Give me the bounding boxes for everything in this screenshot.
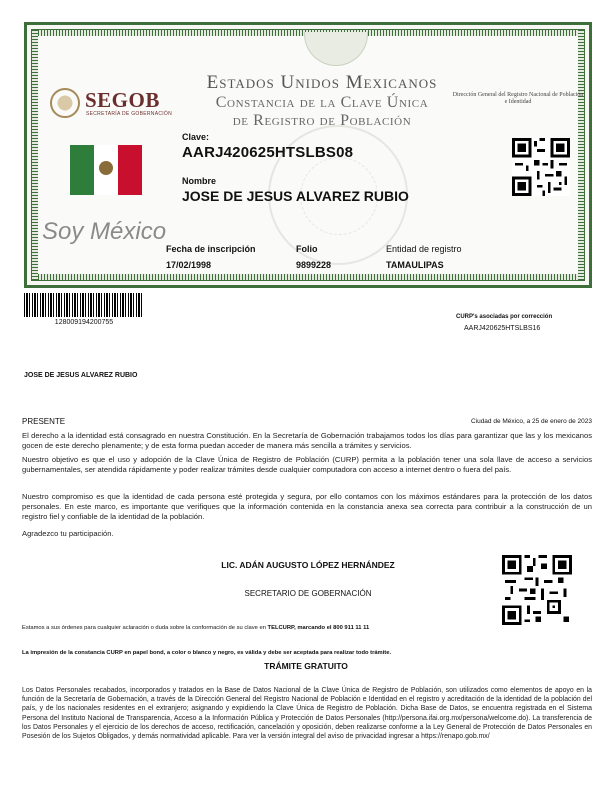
presente-heading: PRESENTE [22, 417, 66, 426]
contact-line [22, 625, 369, 631]
barcode [24, 293, 144, 317]
tramite-gratuito-heading: TRÁMITE GRATUITO [264, 661, 348, 671]
curp-associated-value: AARJ420625HTSLBS16 [464, 325, 541, 332]
coat-of-arms-seal-icon [304, 32, 368, 66]
signer-name: LIC. ADÁN AUGUSTO LÓPEZ HERNÁNDEZ [221, 560, 395, 570]
print-validity-note: La impresión de la constancia CURP en papel bond, a color o blanco y negro, es válida y debe ser aceptada para realizar todo trámite. [22, 650, 392, 656]
border-pattern [32, 274, 584, 280]
certificate-title: Estados Unidos Mexicanos [206, 72, 438, 93]
folio-label: Folio [296, 244, 318, 254]
certificate-subtitle-line2: de Registro de Población [232, 112, 412, 129]
nombre-label: Nombre [182, 176, 217, 186]
folio-value: 9899228 [296, 260, 332, 270]
fecha-inscripcion-label: Fecha de inscripción [166, 244, 256, 254]
curp-associated-label: CURP's asociadas por corrección [456, 314, 553, 320]
entidad-registro-label: Entidad de registro [386, 244, 462, 254]
soy-mexico-slogan: Soy México [42, 218, 167, 245]
clave-label: Clave: [182, 132, 210, 142]
mexican-flag-icon [70, 145, 142, 195]
letter-date: Ciudad de México, a 25 de enero de 2023 [470, 418, 592, 425]
segob-subtitle: SECRETARÍA DE GOBERNACIÓN [86, 111, 173, 117]
curp-certificate [24, 22, 592, 288]
segob-logo-text: SEGOB [85, 88, 160, 112]
clave-value: AARJ420625HTSLBS08 [182, 144, 354, 161]
telcurp-phone: TELCURP, marcando el 800 911 11 11 [267, 625, 370, 631]
signer-title: SECRETARIO DE GOBERNACIÓN [244, 589, 372, 598]
letter-paragraph: Nuestro objetivo es que el uso y adopción de la Clave Única de Registro de Población (CURP) permita a la población tener una sola llave de acceso a servicios gubernamentales, ser atendida rápidamente y poder realizar trámites desde cualquier computadora con acceso a internet dentro o fuera del país. [22, 455, 592, 474]
border-pattern [578, 30, 584, 280]
segob-emblem-icon [50, 88, 80, 118]
certificate-frame [31, 29, 585, 281]
contact-text: Estamos a sus órdenes para cualquier aclaración o duda sobre la conformación de su clave en [22, 625, 268, 631]
entidad-registro-value: TAMAULIPAS [386, 260, 444, 270]
barcode-number: 128009194200755 [54, 319, 114, 326]
border-pattern [32, 30, 38, 280]
qr-code-icon [512, 138, 570, 196]
privacy-notice: Los Datos Personales recabados, incorporados y tratados en la Base de Datos Nacional de la Clave Única de Registro de Población, son utilizados como elementos de apoyo en la función de la Secretaría de Gobernación, a través de la Dirección General del Registro Nacional de Población e Identidad en el registro y acreditación de la identidad de la población del país, y de los nacionales residentes en el extranjero; asignando y expidiendo la Clave Única de Registro de Población. Dicha Base de Datos, se encuentra registrada en el Sistema Persona del Instituto Nacional de Transparencia, Acceso a la Información Pública y Protección de Datos Personales (http://persona.ifai.org.mx/persona/welcome.do). La transferencia de los Datos Personales y el ejercicio de los derechos de acceso, rectificación, cancelación y oposición, deben realizarse conforme a la Ley General de Protección de Datos Personales en Posesión de los Sujetos Obligados, y demás normatividad aplicable. Para ver la versión integral del aviso de privacidad ingresar a https://renapo.gob.mx/ [22, 687, 592, 741]
letter-paragraph: Nuestro compromiso es que la identidad de cada persona esté protegida y segura, por ello contamos con los máximos estándares para la protección de los datos personales. En este marco, es importante que verifiques que la información contenida en la constancia anexa sea correcta para contribuir a la construcción de un registro fiel y confiable de la identidad de la población. [22, 492, 592, 521]
nombre-value: JOSE DE JESUS ALVAREZ RUBIO [182, 188, 409, 204]
recipient-name: JOSE DE JESUS ALVAREZ RUBIO [24, 372, 138, 379]
letter-closing: Agradezco tu participación. [22, 529, 114, 538]
fecha-inscripcion-value: 17/02/1998 [166, 260, 212, 270]
letter-paragraph: El derecho a la identidad está consagrado en nuestra Constitución. En la Secretaría de Gobernación trabajamos todos los días para garantizar que las y los mexicanos gocen de este derecho plenamente; y de esta forma puedan acceder de manera más sencilla a trámites y servicios. [22, 431, 592, 450]
direccion-general-text: Dirección General del Registro Nacional de Población e Identidad [452, 92, 584, 105]
certificate-subtitle-line1: Constancia de la Clave Única [215, 94, 429, 111]
qr-code-icon [502, 555, 572, 625]
